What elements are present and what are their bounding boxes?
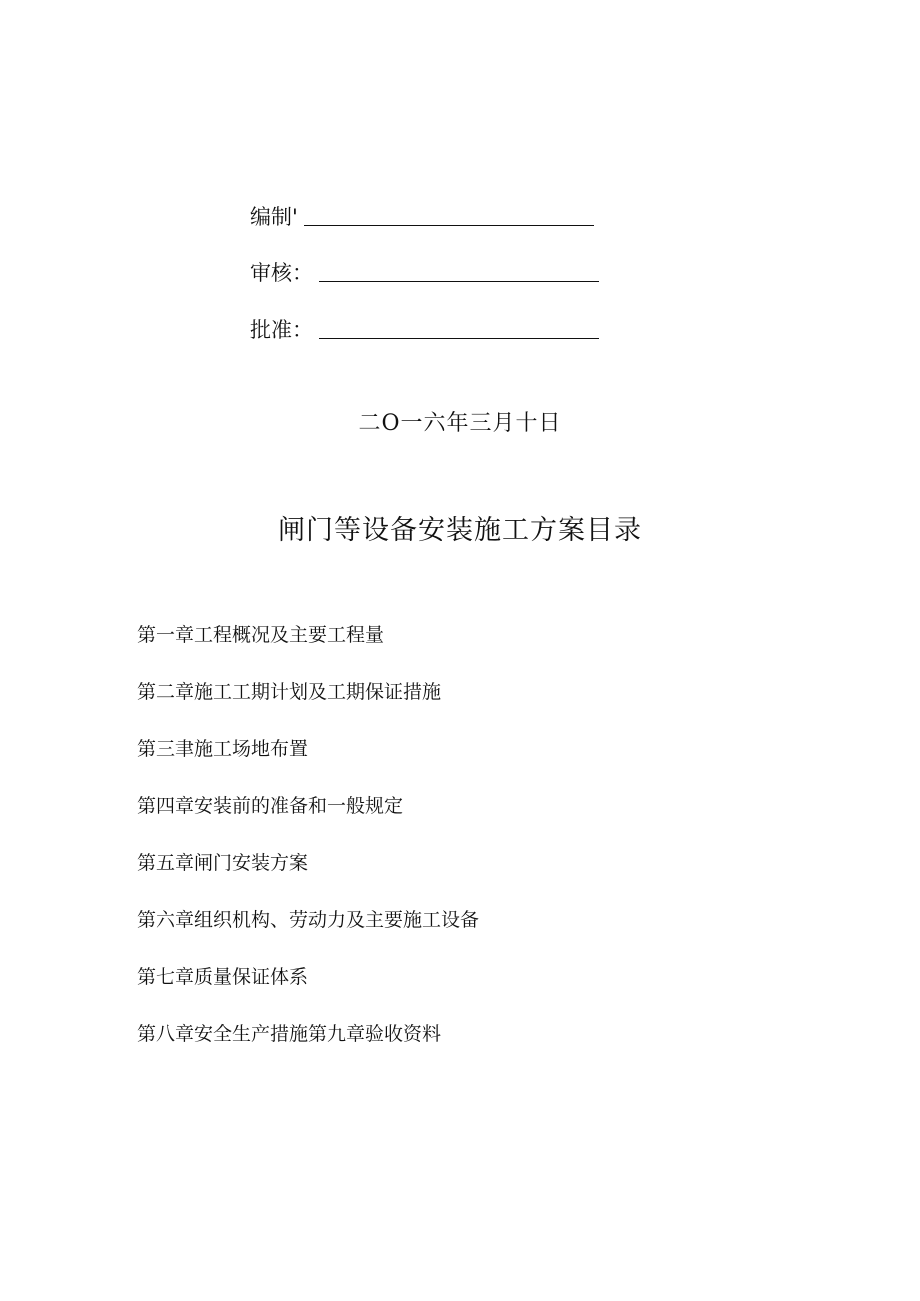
signature-row-compiled: [250, 196, 594, 228]
toc-item: 第七章质量保证体系: [137, 966, 309, 988]
document-date: 二O一六年三月十日: [358, 411, 562, 436]
reviewed-signature-line: [319, 280, 599, 282]
document-title: 闸门等设备安装施工方案目录: [278, 515, 642, 546]
table-of-contents: [137, 620, 479, 1076]
toc-item: 第八章安全生产措施第九章验收资料: [137, 1023, 442, 1045]
signature-row-reviewed: [250, 252, 599, 284]
toc-item: 第一章工程概况及主要工程量: [137, 624, 385, 646]
toc-item: 第六章组织机构、劳动力及主要施工设备: [137, 909, 480, 931]
signature-row-approved: [250, 309, 599, 341]
reviewed-label: 审核：: [250, 261, 313, 285]
approved-signature-line: [319, 337, 599, 339]
toc-item: 第五章闸门安装方案: [137, 852, 309, 874]
compiled-signature-line: [304, 224, 594, 226]
toc-item: 第三聿施工场地布置: [137, 738, 309, 760]
approved-label: 批准：: [250, 318, 313, 342]
toc-item: 第四章安装前的准备和一般规定: [137, 795, 404, 817]
compiled-label: 编制': [250, 205, 298, 229]
toc-item: 第二章施工工期计划及工期保证措施: [137, 681, 442, 703]
